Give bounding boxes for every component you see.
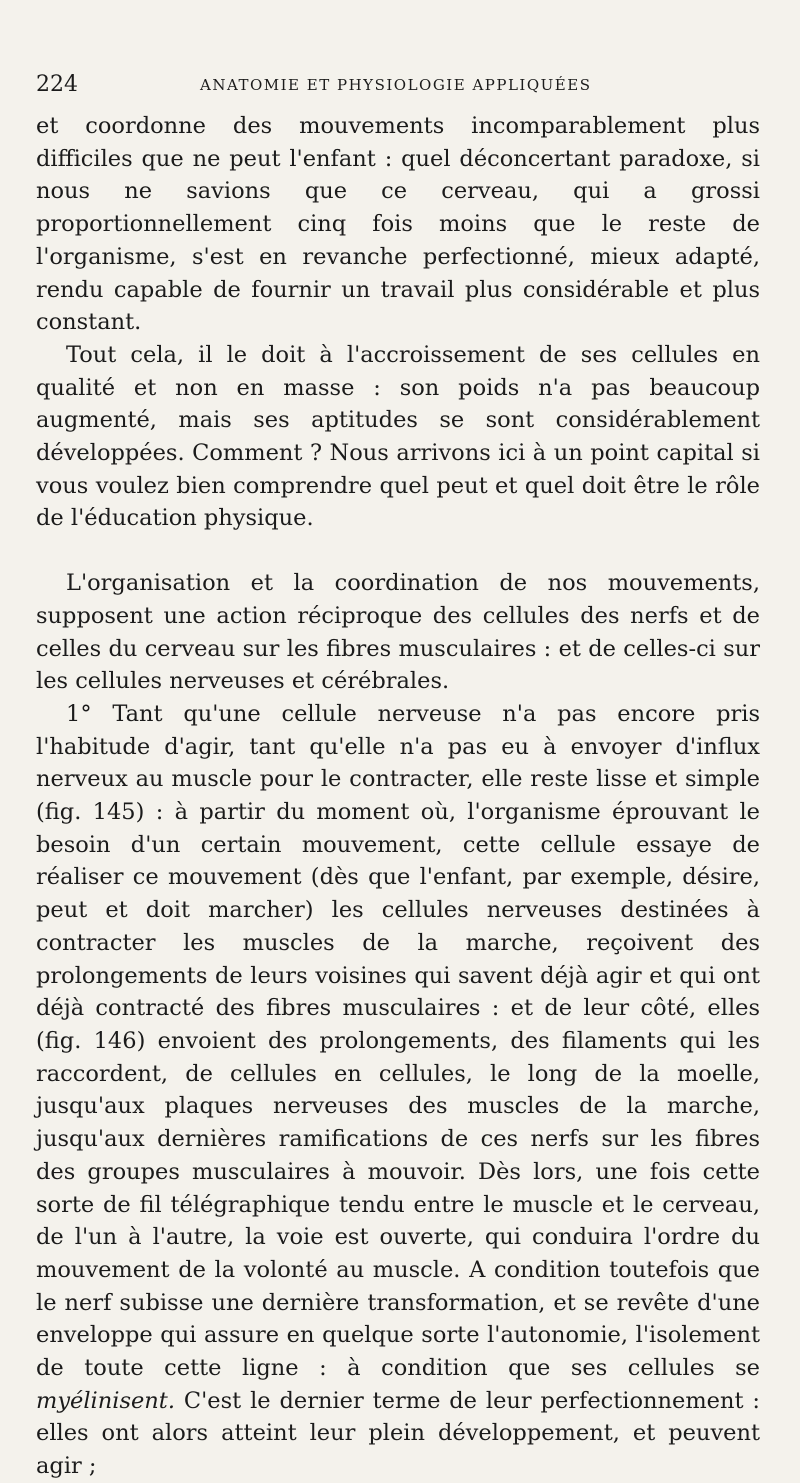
page-header — [36, 70, 760, 110]
paragraph-3: L'organisation et la coordination de nos mouvements, supposent une action réciproque des cellules des nerfs et de celles du cerveau sur les fibres musculaires : et de celles-ci sur les cellules nerveuses et cérébrales. — [36, 570, 760, 695]
paragraph-4 — [36, 698, 760, 1483]
running-title: ANATOMIE ET PHYSIOLOGIE APPLIQUÉES — [200, 76, 592, 94]
paragraph-4-text-end: C'est le dernier terme de leur perfectionnement : elles ont alors atteint leur plein développement, et peuvent agir ; — [36, 1387, 760, 1480]
paragraph-2: Tout cela, il le doit à l'accroissement de ses cellules en qualité et non en masse : son poids n'a pas beaucoup augmenté, mais ses aptitudes se sont considérablement développées. Comment ? Nous arrivons ici à un point capital si vous voulez bien comprendre quel peut et quel doit être le rôle de l'éducation physique. — [36, 341, 760, 532]
paragraph-4-text: 1° Tant qu'une cellule nerveuse n'a pas encore pris l'habitude d'agir, tant qu'elle n'a pas eu à envoyer d'influx nerveux au muscle pour le contracter, elle reste lisse et simple (fig. 145) : à partir du moment où, l'organisme éprouvant le besoin d'un certain mouvement, cette cellule essaye de réaliser ce mouvement (dès que l'enfant, par exemple, désire, peut et doit marcher) les cellules nerveuses destinées à contracter les muscles de la marche, reçoivent des prolongements de leurs voisines qui savent déjà agir et qui ont déjà contracté des fibres musculaires : et de leur côté, elles (fig. 146) envoient des prolongements, des filaments qui les raccordent, de cellules en cellules, le long de la moelle, jusqu'aux plaques nerveuses des muscles de la marche, jusqu'aux dernières ramifications de ces nerfs sur les fibres des groupes musculaires à mouvoir. Dès lors, une fois cette sorte de fil télégraphique tendu entre le muscle et le cerveau, de l'un à l'autre, la voie est ouverte, qui conduira l'ordre du mouvement de la volonté au muscle. A condition toutefois que le nerf subisse une dernière transformation, et se revête d'une enveloppe qui assure en quelque sorte l'autonomie, l'isolement de toute cette ligne : à condition que ses cellules se — [36, 700, 760, 1382]
page-number: 224 — [36, 72, 78, 97]
emphasized-word: myélinisent. — [36, 1387, 175, 1414]
paragraph-1: et coordonne des mouvements incomparablement plus difficiles que ne peut l'enfant : quel déconcertant paradoxe, si nous ne savions que ce cerveau, qui a grossi proportionnellement cinq fois moins que le reste de l'organisme, s'est en revanche perfectionné, mieux adapté, rendu capable de fournir un travail plus considérable et plus constant. — [36, 113, 760, 336]
body-text — [36, 110, 760, 1483]
